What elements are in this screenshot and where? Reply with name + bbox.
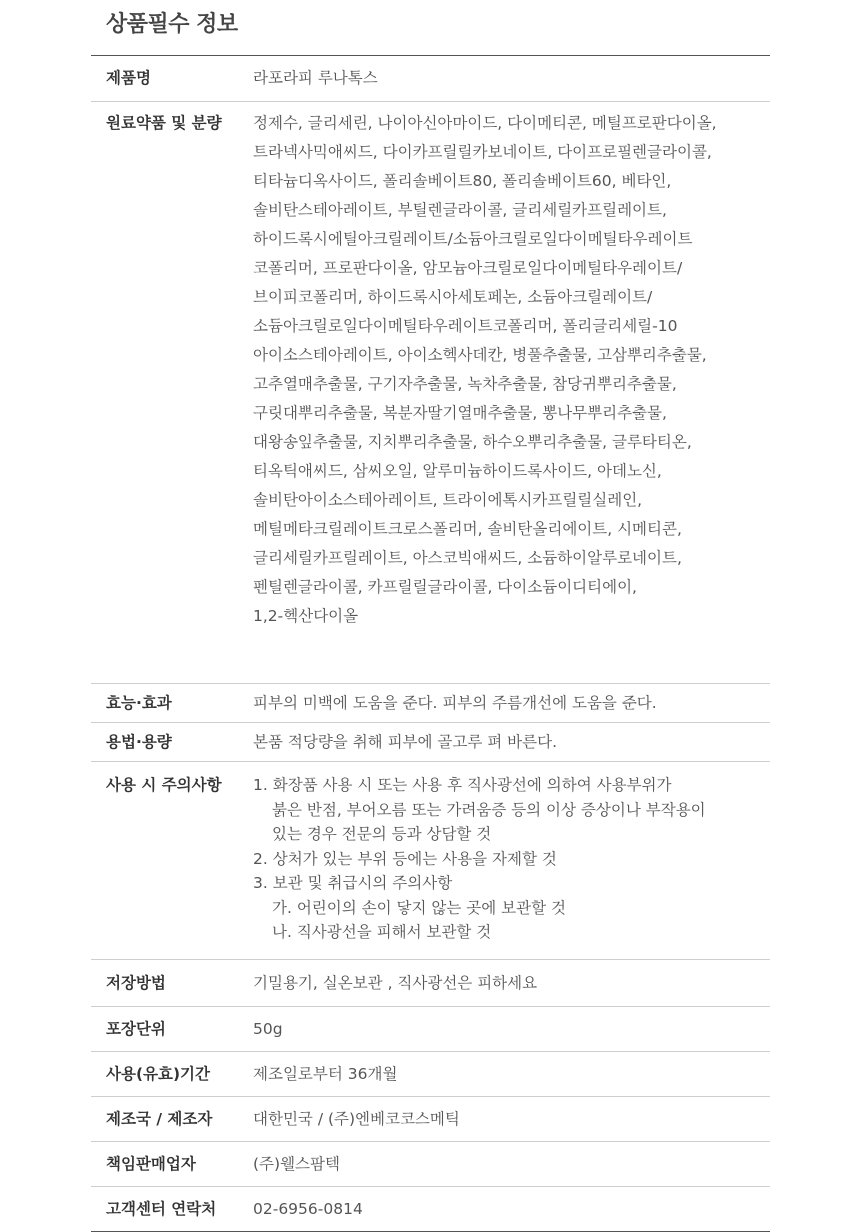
ingredient-line: 솔비탄스테아레이트, 부틸렌글라이콜, 글리세릴카프릴레이트, xyxy=(253,201,667,219)
row-package xyxy=(91,1006,770,1051)
caution-line: 가. 어린이의 손이 닿지 않는 곳에 보관할 것 xyxy=(272,898,566,917)
ingredient-line: 브이피코폴리머, 하이드록시아세토페논, 소듐아크릴레이트/ xyxy=(253,288,653,306)
ingredients-list xyxy=(253,109,770,679)
row-label: 책임판매업자 xyxy=(106,1155,196,1173)
row-product-name xyxy=(91,56,770,101)
row-label: 포장단위 xyxy=(106,1020,166,1038)
row-label: 효능·효과 xyxy=(106,694,172,712)
row-label: 저장방법 xyxy=(106,974,166,992)
ingredient-line: 메틸메타크릴레이트크로스폴리머, 솔비탄올리에이트, 시메티콘, xyxy=(253,520,682,538)
ingredient-line: 정제수, 글리세린, 나이아신아마이드, 다이메티콘, 메틸프로판다이올, xyxy=(253,114,717,132)
row-customer-service xyxy=(91,1186,770,1231)
ingredient-line: 티옥틱애씨드, 삼씨오일, 알루미늄하이드록사이드, 아데노신, xyxy=(253,462,662,480)
product-info-table xyxy=(91,55,770,1232)
row-storage xyxy=(91,959,770,1006)
row-maker xyxy=(91,1096,770,1141)
row-label: 제조국 / 제조자 xyxy=(106,1110,213,1128)
ingredient-line: 1,2-헥산다이올 xyxy=(253,607,359,625)
row-value: 대한민국 / (주)엔베코코스메틱 xyxy=(253,1110,460,1128)
caution-list xyxy=(253,773,770,950)
row-value: 라포라피 루나톡스 xyxy=(253,69,378,87)
caution-line: 나. 직사광선을 피해서 보관할 것 xyxy=(272,923,492,941)
row-value: 기밀용기, 실온보관 , 직사광선은 피하세요 xyxy=(253,974,538,992)
row-label: 원료약품 및 분량 xyxy=(106,114,222,132)
caution-line: 있는 경우 전문의 등과 상담할 것 xyxy=(272,825,492,843)
row-usage xyxy=(91,722,770,761)
ingredient-line: 티타늄디옥사이드, 폴리솔베이트80, 폴리솔베이트60, 베타인, xyxy=(253,172,672,190)
ingredient-line: 대왕송잎추출물, 지치뿌리추출물, 하수오뿌리추출물, 글루타티온, xyxy=(253,433,692,451)
ingredient-line: 아이소스테아레이트, 아이소헥사데칸, 병풀추출물, 고삼뿌리추출물, xyxy=(253,346,707,364)
caution-line: 붉은 반점, 부어오름 또는 가려움증 등의 이상 증상이나 부작용이 xyxy=(272,800,706,819)
ingredient-line: 펜틸렌글라이콜, 카프릴릴글라이콜, 다이소듐이디티에이, xyxy=(253,578,637,596)
caution-line: 2. 상처가 있는 부위 등에는 사용을 자제할 것 xyxy=(253,849,557,868)
ingredient-line: 하이드록시에틸아크릴레이트/소듐아크릴로일다이메틸타우레이트 xyxy=(253,230,693,248)
caution-line: 3. 보관 및 취급시의 주의사항 xyxy=(253,874,453,892)
row-ingredients xyxy=(91,101,770,683)
phone-number: 02-6956-0814 xyxy=(253,1200,363,1218)
section-title: 상품필수 정보 xyxy=(106,12,238,37)
row-effect xyxy=(91,683,770,722)
row-label: 고객센터 연락처 xyxy=(106,1200,217,1218)
row-label: 사용(유효)기간 xyxy=(106,1065,211,1083)
row-value: 피부의 미백에 도움을 준다. 피부의 주름개선에 도움을 준다. xyxy=(253,694,657,712)
row-label: 제품명 xyxy=(106,69,151,87)
ingredient-line: 구릿대뿌리추출물, 복분자딸기열매추출물, 뽕나무뿌리추출물, xyxy=(253,404,667,422)
row-label: 사용 시 주의사항 xyxy=(106,776,222,794)
ingredient-line: 소듐아크릴로일다이메틸타우레이트코폴리머, 폴리글리세릴-10 xyxy=(253,317,678,335)
row-label: 용법·용량 xyxy=(106,733,172,751)
caution-line: 1. 화장품 사용 시 또는 사용 후 직사광선에 의하여 사용부위가 xyxy=(253,776,672,794)
row-seller xyxy=(91,1141,770,1186)
row-value: 제조일로부터 36개월 xyxy=(253,1065,398,1083)
ingredient-line: 고추열매추출물, 구기자추출물, 녹차추출물, 참당귀뿌리추출물, xyxy=(253,375,677,393)
row-value: 본품 적당량을 취해 피부에 골고루 펴 바른다. xyxy=(253,733,558,751)
row-period xyxy=(91,1051,770,1096)
row-caution xyxy=(91,761,770,959)
ingredient-line: 글리세릴카프릴레이트, 아스코빅애씨드, 소듐하이알루로네이트, xyxy=(253,549,682,567)
ingredient-line: 솔비탄아이소스테아레이트, 트라이에톡시카프릴릴실레인, xyxy=(253,491,643,509)
ingredient-line: 코폴리머, 프로판다이올, 암모늄아크릴로일다이메틸타우레이트/ xyxy=(253,259,683,277)
ingredient-line: 트라넥사믹애씨드, 다이카프릴릴카보네이트, 다이프로필렌글라이콜, xyxy=(253,143,712,161)
row-value: 50g xyxy=(253,1020,283,1038)
row-value: (주)웰스팜텍 xyxy=(253,1155,340,1173)
